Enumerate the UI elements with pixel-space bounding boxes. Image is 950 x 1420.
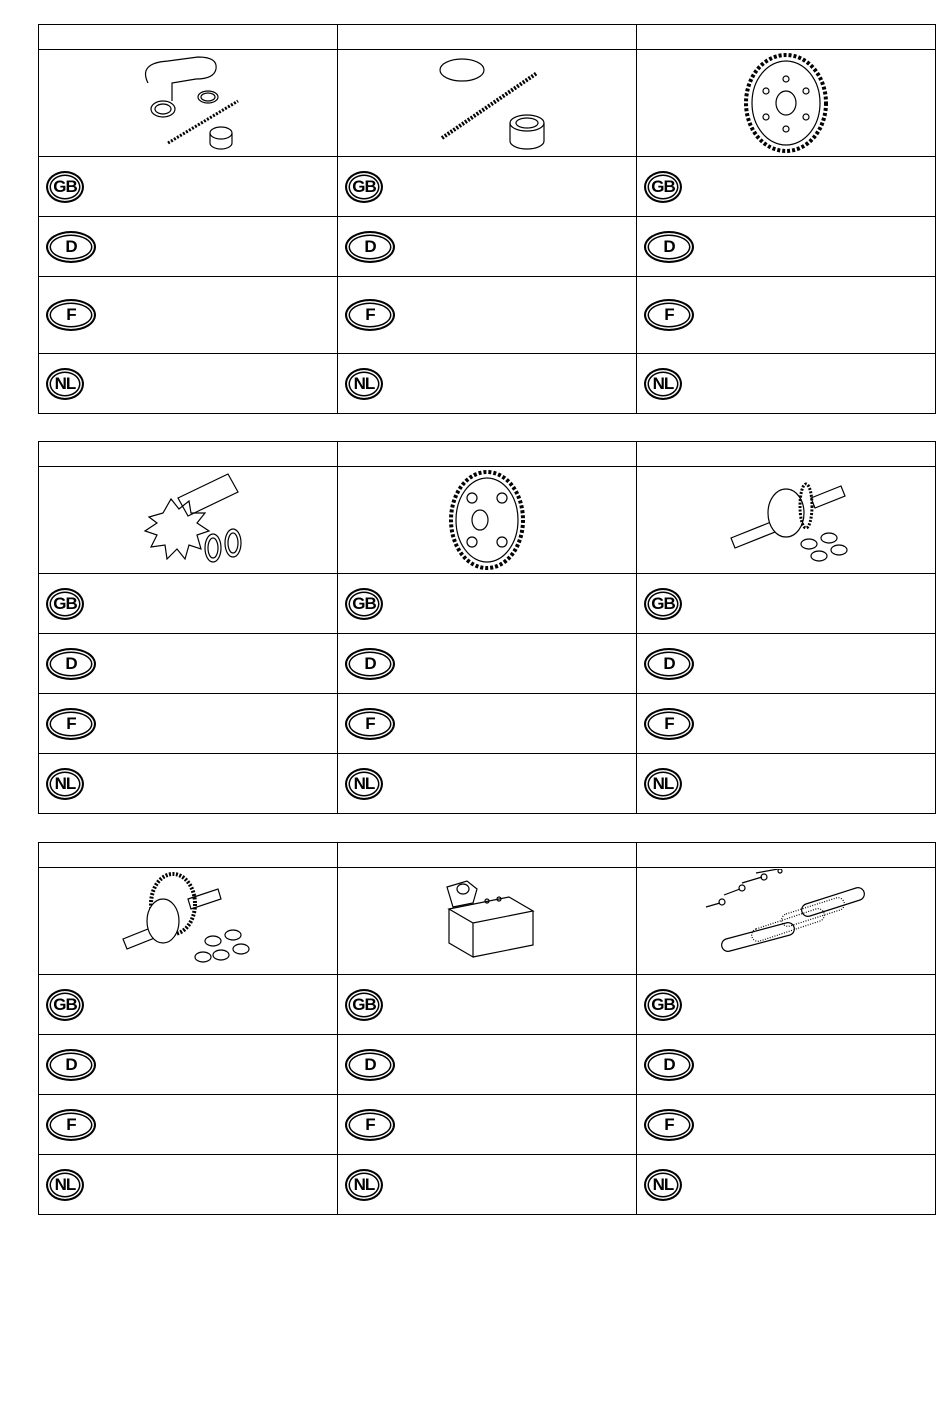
gb-language-badge: GB <box>46 588 84 620</box>
description-cell <box>39 1035 338 1095</box>
description-cell <box>637 754 936 814</box>
f-language-badge: F <box>345 708 395 740</box>
part-image-cell <box>39 868 338 975</box>
gb-language-badge: GB <box>345 171 383 203</box>
part-image-cell <box>338 467 637 574</box>
parts-table-3 <box>38 842 936 1215</box>
description-cell <box>39 217 338 277</box>
d-language-badge: D <box>644 648 694 680</box>
differential-with-gear-icon <box>113 869 263 973</box>
nl-language-badge: NL <box>345 1169 383 1201</box>
description-cell <box>338 1095 637 1155</box>
spur-gear-icon <box>442 468 532 572</box>
header-row <box>39 25 936 50</box>
header-cell <box>338 843 637 868</box>
d-language-badge: D <box>345 231 395 263</box>
language-row-nl <box>39 354 936 414</box>
language-row-nl <box>39 754 936 814</box>
description-cell <box>637 354 936 414</box>
description-cell <box>637 1035 936 1095</box>
f-language-badge: F <box>345 299 395 331</box>
description-cell <box>637 277 936 354</box>
nl-language-badge: NL <box>46 768 84 800</box>
description-cell <box>39 157 338 217</box>
description-cell <box>39 574 338 634</box>
nl-language-badge: NL <box>345 368 383 400</box>
image-row <box>39 467 936 574</box>
description-cell <box>338 1035 637 1095</box>
language-row-d <box>39 1035 936 1095</box>
description-cell <box>637 157 936 217</box>
f-language-badge: F <box>46 299 96 331</box>
d-language-badge: D <box>345 648 395 680</box>
description-cell <box>338 217 637 277</box>
part-image-cell <box>39 50 338 157</box>
gb-language-badge: GB <box>46 171 84 203</box>
f-language-badge: F <box>46 1109 96 1141</box>
exhaust-tube-parts-icon <box>118 53 258 153</box>
nl-language-badge: NL <box>644 368 682 400</box>
description-cell <box>39 1155 338 1215</box>
description-cell <box>338 574 637 634</box>
d-language-badge: D <box>46 231 96 263</box>
spring-and-bushing-icon <box>417 53 557 153</box>
language-row-d <box>39 634 936 694</box>
pinion-gear-icon <box>118 468 258 572</box>
description-cell <box>637 975 936 1035</box>
header-cell <box>39 25 338 50</box>
d-language-badge: D <box>644 1049 694 1081</box>
d-language-badge: D <box>46 648 96 680</box>
description-cell <box>338 354 637 414</box>
screws-and-plates-icon <box>696 869 876 973</box>
part-image-cell <box>338 50 637 157</box>
description-cell <box>338 277 637 354</box>
crown-gear-icon <box>736 51 836 155</box>
description-cell <box>338 157 637 217</box>
language-row-f <box>39 694 936 754</box>
description-cell <box>637 1155 936 1215</box>
language-row-gb <box>39 157 936 217</box>
gb-language-badge: GB <box>46 989 84 1021</box>
image-row <box>39 868 936 975</box>
description-cell <box>637 217 936 277</box>
description-cell <box>39 634 338 694</box>
f-language-badge: F <box>46 708 96 740</box>
nl-language-badge: NL <box>644 1169 682 1201</box>
description-cell <box>338 634 637 694</box>
part-image-cell <box>39 467 338 574</box>
parts-table-2 <box>38 441 936 814</box>
description-cell <box>637 574 936 634</box>
gb-language-badge: GB <box>345 989 383 1021</box>
nl-language-badge: NL <box>46 368 84 400</box>
f-language-badge: F <box>345 1109 395 1141</box>
d-language-badge: D <box>46 1049 96 1081</box>
description-cell <box>39 754 338 814</box>
gb-language-badge: GB <box>644 588 682 620</box>
header-cell <box>39 442 338 467</box>
gb-language-badge: GB <box>345 588 383 620</box>
header-cell <box>637 442 936 467</box>
description-cell <box>39 1095 338 1155</box>
language-row-f <box>39 1095 936 1155</box>
description-cell <box>39 975 338 1035</box>
part-image-cell <box>637 467 936 574</box>
description-cell <box>39 277 338 354</box>
part-image-cell <box>637 868 936 975</box>
header-cell <box>338 442 637 467</box>
language-row-nl <box>39 1155 936 1215</box>
description-cell <box>637 634 936 694</box>
d-language-badge: D <box>644 231 694 263</box>
differential-assembly-icon <box>711 468 861 572</box>
header-row <box>39 442 936 467</box>
language-row-d <box>39 217 936 277</box>
gb-language-badge: GB <box>644 989 682 1021</box>
parts-table-1 <box>38 24 936 414</box>
part-image-cell <box>637 50 936 157</box>
nl-language-badge: NL <box>46 1169 84 1201</box>
servo-saver-box-icon <box>427 869 547 973</box>
description-cell <box>637 694 936 754</box>
header-cell <box>637 843 936 868</box>
header-cell <box>39 843 338 868</box>
header-cell <box>637 25 936 50</box>
description-cell <box>338 975 637 1035</box>
part-image-cell <box>338 868 637 975</box>
language-row-f <box>39 277 936 354</box>
description-cell <box>338 754 637 814</box>
image-row <box>39 50 936 157</box>
d-language-badge: D <box>345 1049 395 1081</box>
header-cell <box>338 25 637 50</box>
nl-language-badge: NL <box>345 768 383 800</box>
description-cell <box>39 354 338 414</box>
f-language-badge: F <box>644 299 694 331</box>
language-row-gb <box>39 574 936 634</box>
header-row <box>39 843 936 868</box>
nl-language-badge: NL <box>644 768 682 800</box>
description-cell <box>637 1095 936 1155</box>
description-cell <box>338 694 637 754</box>
description-cell <box>338 1155 637 1215</box>
description-cell <box>39 694 338 754</box>
gb-language-badge: GB <box>644 171 682 203</box>
f-language-badge: F <box>644 1109 694 1141</box>
f-language-badge: F <box>644 708 694 740</box>
language-row-gb <box>39 975 936 1035</box>
